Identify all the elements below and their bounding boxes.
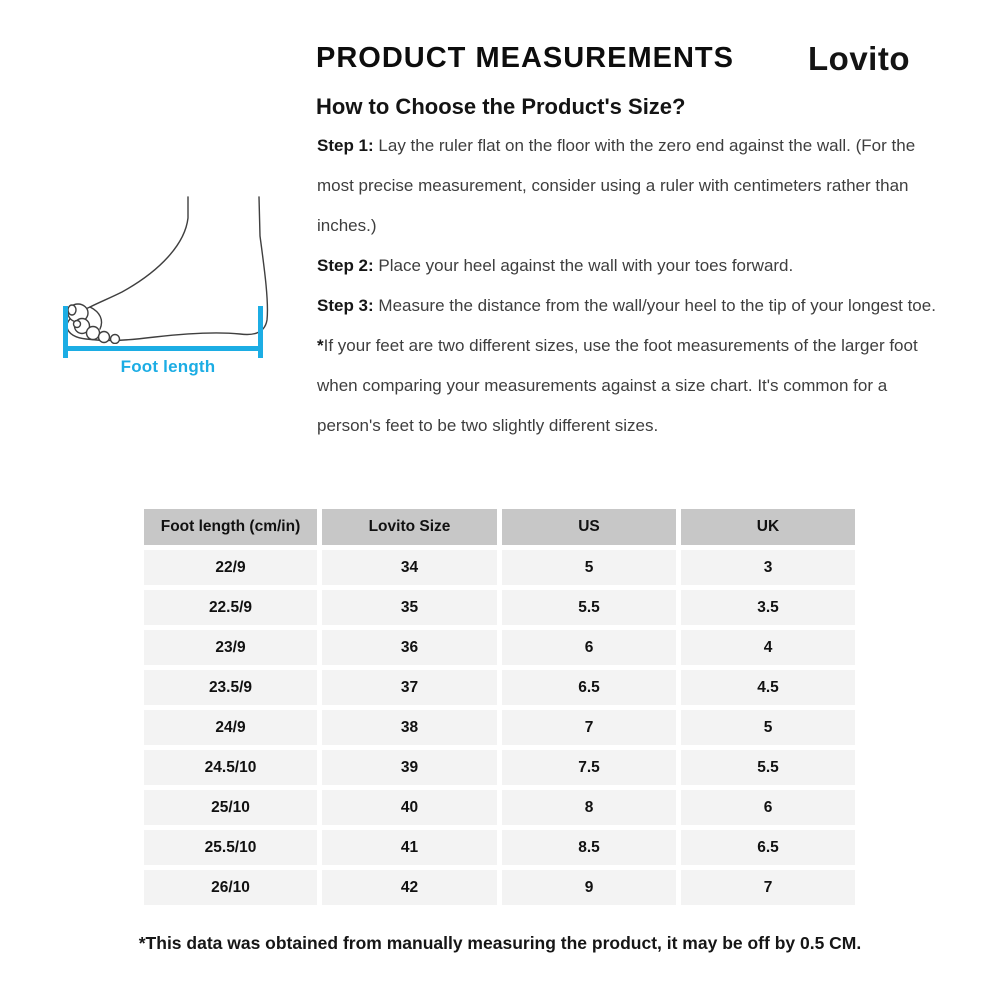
section-heading: How to Choose the Product's Size?: [316, 94, 686, 119]
table-cell: 7.5: [502, 750, 676, 785]
column-header: Foot length (cm/in): [144, 509, 317, 545]
column-header: UK: [681, 509, 855, 545]
table-row: [144, 870, 855, 905]
column-header: Lovito Size: [322, 509, 497, 545]
table-cell: 6.5: [681, 830, 855, 865]
step-paragraph: *If your feet are two different sizes, use the foot measurements of the larger foot when comparing your measurements against a size chart. It's common for a person's feet to be two slightly different sizes.: [317, 336, 918, 435]
table-cell: 35: [322, 590, 497, 625]
table-row: [144, 830, 855, 865]
table-cell: 25.5/10: [144, 830, 317, 865]
table-cell: 22/9: [144, 550, 317, 585]
table-row: [144, 710, 855, 745]
size-table: [139, 504, 860, 910]
table-row: [144, 750, 855, 785]
step-paragraph: Step 2: Place your heel against the wall with your toes forward.: [317, 256, 794, 275]
foot-diagram: [55, 196, 285, 386]
step-label: Step 2:: [317, 256, 374, 275]
table-cell: 37: [322, 670, 497, 705]
table-row: [144, 590, 855, 625]
table-cell: 7: [502, 710, 676, 745]
page-title: PRODUCT MEASUREMENTS: [316, 42, 734, 74]
table-cell: 38: [322, 710, 497, 745]
step-label: *: [317, 336, 324, 355]
table-cell: 5: [502, 550, 676, 585]
brand-logo: Lovito: [808, 40, 910, 77]
measure-line: [63, 306, 263, 358]
size-table-header-row: [144, 509, 855, 545]
table-cell: 5: [681, 710, 855, 745]
table-cell: 39: [322, 750, 497, 785]
table-cell: 36: [322, 630, 497, 665]
table-cell: 24.5/10: [144, 750, 317, 785]
table-cell: 3.5: [681, 590, 855, 625]
table-row: [144, 790, 855, 825]
size-table-body: [144, 550, 855, 905]
table-cell: 22.5/9: [144, 590, 317, 625]
table-cell: 41: [322, 830, 497, 865]
footnote: *This data was obtained from manually measuring the product, it may be off by 0.5 CM.: [138, 933, 862, 953]
table-cell: 6: [502, 630, 676, 665]
table-cell: 8: [502, 790, 676, 825]
table-cell: 5.5: [681, 750, 855, 785]
step-label: Step 3:: [317, 296, 374, 315]
table-cell: 4.5: [681, 670, 855, 705]
table-row: [144, 550, 855, 585]
table-row: [144, 630, 855, 665]
table-cell: 6: [681, 790, 855, 825]
table-cell: 3: [681, 550, 855, 585]
foot-length-label: Foot length: [120, 357, 216, 376]
table-cell: 4: [681, 630, 855, 665]
step-paragraph: Step 1: Lay the ruler flat on the floor with the zero end against the wall. (For the most precise measurement, consider using a ruler with centimeters rather than inches.): [317, 136, 916, 235]
table-cell: 42: [322, 870, 497, 905]
table-cell: 5.5: [502, 590, 676, 625]
steps: [317, 126, 945, 446]
step-paragraph: Step 3: Measure the distance from the wall/your heel to the tip of your longest toe.: [317, 296, 936, 315]
table-cell: 6.5: [502, 670, 676, 705]
table-cell: 23/9: [144, 630, 317, 665]
column-header: US: [502, 509, 676, 545]
table-cell: 34: [322, 550, 497, 585]
table-cell: 26/10: [144, 870, 317, 905]
table-cell: 7: [681, 870, 855, 905]
table-cell: 24/9: [144, 710, 317, 745]
table-cell: 9: [502, 870, 676, 905]
table-cell: 23.5/9: [144, 670, 317, 705]
table-cell: 25/10: [144, 790, 317, 825]
step-label: Step 1:: [317, 136, 374, 155]
table-row: [144, 670, 855, 705]
table-cell: 40: [322, 790, 497, 825]
table-cell: 8.5: [502, 830, 676, 865]
